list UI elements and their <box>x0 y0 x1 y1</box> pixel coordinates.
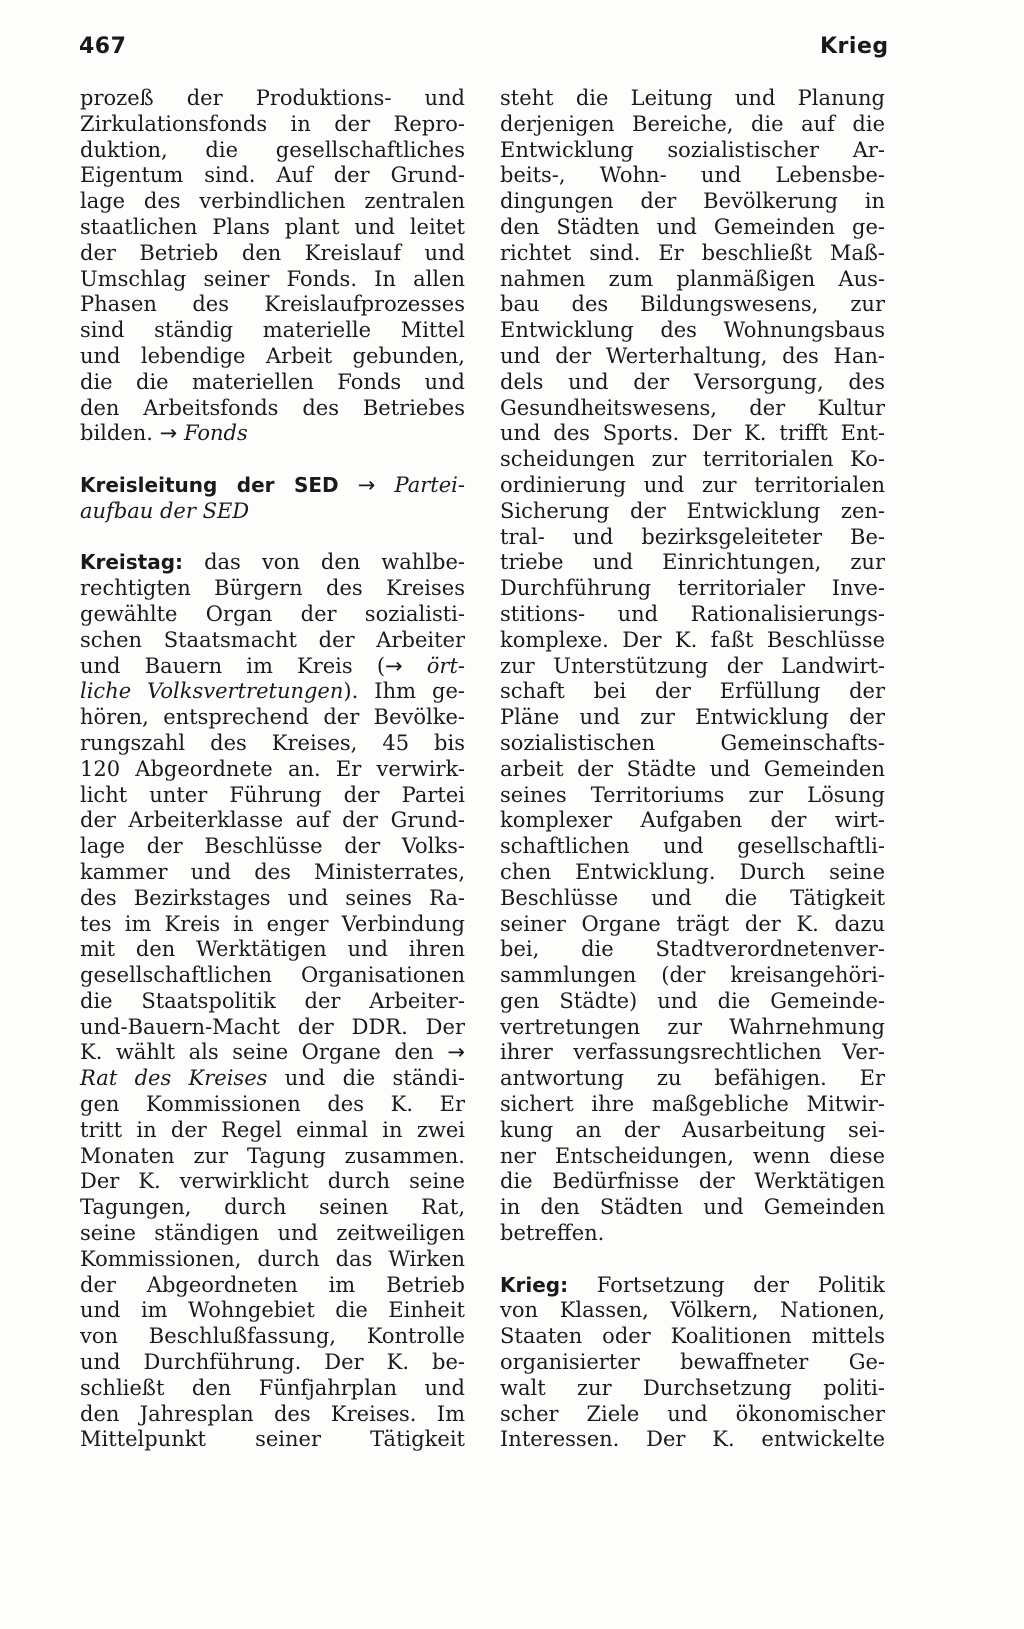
text-line: Eigentum sind. Auf der Grund- <box>80 163 465 188</box>
text-line: Kommissionen, durch das Wirken <box>80 1246 465 1271</box>
text-line: Entwicklung sozialistischer Ar- <box>500 137 885 162</box>
text-line: bei, die Stadtverordnetenver- <box>500 937 885 962</box>
text-line: Mittelpunkt seiner Tätigkeit <box>80 1427 465 1452</box>
text-line: sind ständig materielle Mittel <box>80 318 465 343</box>
cross-reference-link[interactable]: ört- <box>426 653 465 678</box>
text-line: Gesundheitswesens, der Kultur <box>500 395 885 420</box>
text-line: dels und der Versorgung, des <box>500 369 885 394</box>
text-line: nahmen zum planmäßigen Aus- <box>500 266 885 291</box>
text-line: liche Volksvertretungen). Ihm ge- <box>80 679 465 704</box>
text-line: ner Entscheidungen, wenn diese <box>500 1143 885 1168</box>
text-line: antwortung zu befähigen. Er <box>500 1066 885 1091</box>
text-line: tes im Kreis in enger Verbindung <box>80 911 465 936</box>
text-line: seiner Organe trägt der K. dazu <box>500 911 885 936</box>
text-line: mit den Werktätigen und ihren <box>80 937 465 962</box>
text-line: kung an der Ausarbeitung sei- <box>500 1117 885 1142</box>
entry-heading-line: Kreistag: das von den wahlbe- <box>80 550 465 575</box>
text-line: 120 Abgeordnete an. Er verwirk- <box>80 756 465 781</box>
entry-body <box>80 1092 465 1453</box>
entry-heading-line: Krieg: Fortsetzung der Politik <box>500 1272 885 1297</box>
entry-body <box>80 705 465 1040</box>
text-line: sammlungen (der kreisangehöri- <box>500 963 885 988</box>
text-line: dingungen der Bevölkerung in <box>500 189 885 214</box>
cross-reference-link[interactable]: Rat des Kreises <box>80 1066 268 1091</box>
text-line: hören, entsprechend der Bevölke- <box>80 705 465 730</box>
text-line: tritt in der Regel einmal in zwei <box>80 1117 465 1142</box>
text-line: seines Territoriums zur Lösung <box>500 782 885 807</box>
text-line: schaftlichen und gesellschaftli- <box>500 834 885 859</box>
text-line: und Bauern im Kreis (→ ört- <box>80 653 465 678</box>
text-line: betreffen. <box>500 1221 605 1246</box>
text-line: arbeit der Städte und Gemeinden <box>500 756 885 781</box>
text-line: schen Staatsmacht der Arbeiter <box>80 627 465 652</box>
text-line: scheidungen zur territorialen Ko- <box>500 447 885 472</box>
entry-term-kreisleitung: Kreisleitung der SED <box>80 472 339 497</box>
text-line: Monaten zur Tagung zusammen. <box>80 1143 465 1168</box>
text-line: komplexer Aufgaben der wirt- <box>500 808 885 833</box>
text-line: richtet sind. Er beschließt Maß- <box>500 240 885 265</box>
text-line: und der Werterhaltung, des Han- <box>500 343 885 368</box>
text-line: ihrer verfassungsrechtlichen Ver- <box>500 1040 885 1065</box>
text-line: und-Bauern-Macht der DDR. Der <box>80 1014 465 1039</box>
text-line: Durchführung territorialer Inve- <box>500 576 885 601</box>
text-line: licht unter Führung der Partei <box>80 782 465 807</box>
text-line: rechtigten Bürgern des Kreises <box>80 576 465 601</box>
cross-reference-arrow-icon: → <box>159 421 178 446</box>
text-line: Staaten oder Koalitionen mittels <box>500 1324 885 1349</box>
text-line: seine ständigen und zeitweiligen <box>80 1221 465 1246</box>
text-line: vertretungen zur Wahrnehmung <box>500 1014 885 1039</box>
text-line: der Arbeiterklasse auf der Grund- <box>80 808 465 833</box>
text-line: sozialistischen Gemeinschafts- <box>500 730 885 755</box>
text-line: staatlichen Plans plant und leitet <box>80 214 465 239</box>
text-line: Umschlag seiner Fonds. In allen <box>80 266 465 291</box>
text-line: Sicherung der Entwicklung zen- <box>500 498 885 523</box>
text-line: Interessen. Der K. entwickelte <box>500 1427 885 1452</box>
text-line: und des Sports. Der K. trifft Ent- <box>500 421 885 446</box>
text-line: steht die Leitung und Planung <box>500 86 885 110</box>
entry-term-kreistag: Kreistag: <box>80 550 184 575</box>
entry-body <box>500 1298 885 1453</box>
text-line: triebe und Einrichtungen, zur <box>500 550 885 575</box>
cross-reference-arrow-icon: → <box>385 653 403 678</box>
text-line: die Staatspolitik der Arbeiter- <box>80 988 465 1013</box>
text-line: den Städten und Gemeinden ge- <box>500 214 885 239</box>
text-line: ordinierung und zur territorialen <box>500 472 885 497</box>
cross-reference-arrow-icon: → <box>447 1040 465 1065</box>
text-line: Pläne und zur Entwicklung der <box>500 705 885 730</box>
page-number: 467 <box>79 34 127 59</box>
cross-reference-link[interactable]: aufbau der SED <box>80 498 250 523</box>
text-line: chen Entwicklung. Durch seine <box>500 859 885 884</box>
text-line: schaft bei der Erfüllung der <box>500 679 885 704</box>
text-line: Tagungen, durch seinen Rat, <box>80 1195 465 1220</box>
text-line: des Bezirkstages und seines Ra- <box>80 885 465 910</box>
text-line: die Bedürfnisse der Werktätigen <box>500 1169 885 1194</box>
text-line: von Klassen, Völkern, Nationen, <box>500 1298 885 1323</box>
right-column <box>500 86 885 1453</box>
text-line: walt zur Durchsetzung politi- <box>500 1375 885 1400</box>
cross-reference-link[interactable]: Partei- <box>394 472 465 497</box>
text-line: und Durchführung. Der K. be- <box>80 1350 465 1375</box>
text-line: beits-, Wohn- und Lebensbe- <box>500 163 885 188</box>
text-line: organisierter bewaffneter Ge- <box>500 1350 885 1375</box>
text-line: der Abgeordneten im Betrieb <box>80 1272 465 1297</box>
cross-reference-arrow-icon: → <box>357 472 376 497</box>
cross-reference-link[interactable]: liche Volksvertretungen <box>80 679 344 704</box>
text-line: zur Unterstützung der Landwirt- <box>500 653 885 678</box>
text-line: sichert ihre maßgebliche Mitwir- <box>500 1092 885 1117</box>
text-line: bau des Bildungswesens, zur <box>500 292 885 317</box>
continuation-text <box>80 86 465 421</box>
text-line: tral- und bezirksgeleiteter Be- <box>500 524 885 549</box>
text-line: gesellschaftlichen Organisationen <box>80 963 465 988</box>
text-line: und lebendige Arbeit gebunden, <box>80 343 465 368</box>
cross-reference-link[interactable]: Fonds <box>183 421 248 446</box>
text-line: derjenigen Bereiche, die auf die <box>500 111 885 136</box>
text-line: stitions- und Rationalisierungs- <box>500 601 885 626</box>
text-line: der Betrieb den Kreislauf und <box>80 240 465 265</box>
text-line: Entwicklung des Wohnungsbaus <box>500 318 885 343</box>
entry-term-krieg: Krieg: <box>500 1272 569 1297</box>
text-line: Der K. verwirklicht durch seine <box>80 1169 465 1194</box>
text-line: kammer und des Ministerrates, <box>80 859 465 884</box>
text-line: lage der Beschlüsse der Volks- <box>80 834 465 859</box>
text-line: gen Kommissionen des K. Er <box>80 1092 465 1117</box>
running-head: Krieg <box>820 34 889 59</box>
text-line: die die materiellen Fonds und <box>80 369 465 394</box>
entry-heading-line <box>80 473 465 499</box>
text-line: schließt den Fünfjahrplan und <box>80 1375 465 1400</box>
text-line: Zirkulationsfonds in der Repro- <box>80 111 465 136</box>
text-line: scher Ziele und ökonomischer <box>500 1401 885 1426</box>
text-line: den Arbeitsfonds des Betriebes <box>80 395 465 420</box>
text-line: Phasen des Kreislaufprozesses <box>80 292 465 317</box>
text-line: in den Städten und Gemeinden <box>500 1195 885 1220</box>
text-line: prozeß der Produktions- und <box>80 86 465 110</box>
text-line: komplexe. Der K. faßt Beschlüsse <box>500 627 885 652</box>
text-line: und im Wohngebiet die Einheit <box>80 1298 465 1323</box>
text-line: duktion, die gesellschaftliches <box>80 137 465 162</box>
entry-body <box>500 86 885 1221</box>
text-line: von Beschlußfassung, Kontrolle <box>80 1324 465 1349</box>
left-column <box>80 86 465 1453</box>
text-line: lage des verbindlichen zentralen <box>80 189 465 214</box>
text-line: den Jahresplan des Kreises. Im <box>80 1401 465 1426</box>
text-line: Rat des Kreises und die ständi- <box>80 1066 466 1091</box>
text-line: gen Städte) und die Gemeinde- <box>500 988 885 1013</box>
text-line: gewählte Organ der sozialisti- <box>80 601 465 626</box>
entry-body <box>80 576 465 653</box>
text-line: bilden. → Fonds <box>80 421 248 446</box>
text-line: K. wählt als seine Organe den → <box>80 1040 465 1065</box>
text-line: Beschlüsse und die Tätigkeit <box>500 885 885 910</box>
text-line: rungszahl des Kreises, 45 bis <box>80 730 465 755</box>
